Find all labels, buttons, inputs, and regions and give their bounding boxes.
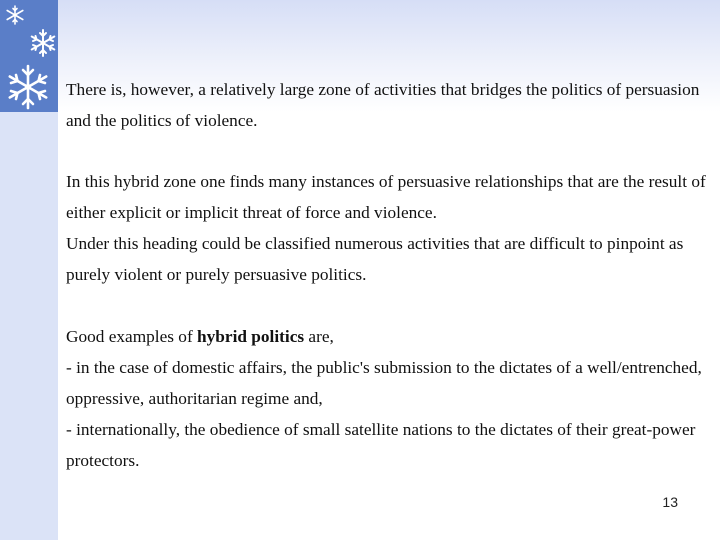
paragraph-intro: There is, however, a relatively large zone of activities that bridges the politics of persuasion and the politics of violence.: [66, 80, 700, 130]
snowflake-icon: [5, 5, 25, 25]
examples-prefix: Good examples of: [66, 327, 198, 346]
slide-body: [66, 74, 706, 476]
paragraph-hybrid-zone: In this hybrid zone one finds many instances of persuasive relationships that are the result of either explicit or implicit threat of force and violence.: [66, 172, 706, 222]
page-number: 13: [662, 494, 678, 510]
snowflake-icon: [28, 28, 58, 58]
paragraph-heading-classification: Under this heading could be classified numerous activities that are difficult to pinpoint as purely violent or purely persuasive politics.: [66, 234, 684, 284]
examples-suffix: are,: [304, 327, 334, 346]
example-domestic: - in the case of domestic affairs, the public's submission to the dictates of a well/entrenched, oppressive, authoritarian regime and,: [66, 358, 702, 408]
hybrid-politics-term: hybrid politics: [197, 327, 305, 346]
paragraph-examples: [66, 321, 706, 352]
snowflake-icon: [5, 64, 51, 110]
example-international: - internationally, the obedience of small satellite nations to the dictates of their great-power protectors.: [66, 420, 696, 470]
